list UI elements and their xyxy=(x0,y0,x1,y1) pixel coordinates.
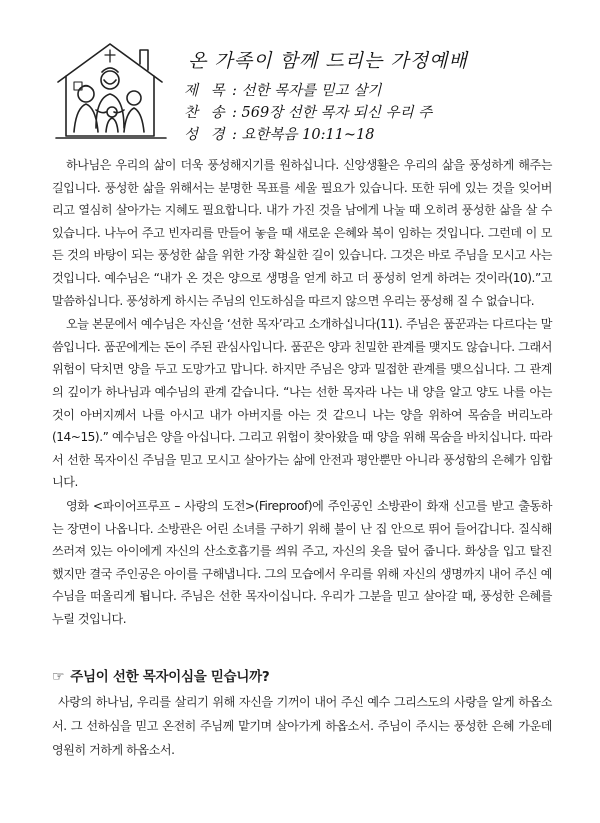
pointing-hand-icon: ☞ xyxy=(52,669,65,685)
meta-row-hymn xyxy=(184,102,432,124)
meta-label-scripture: 성 경 xyxy=(184,127,229,143)
meta-value-hymn: : 569장 선한 목자 되신 우리 주 xyxy=(232,105,433,121)
family-house-illustration xyxy=(52,36,170,144)
sermon-body xyxy=(52,154,552,630)
meta-label-theme: 제 목 xyxy=(184,83,229,99)
reflection-question xyxy=(52,665,269,685)
paragraph-3: 영화 <파이어프루프 – 사랑의 도전>(Fireproof)에 주인공인 소방관이 화재 신고를 받고 출동하는 장면이 나옵니다. 소방관은 어린 소녀를 구하기 위해 불이 난 집 안으로 뛰어 들어갑니다. 질식해 쓰러져 있는 아이에게 자신의 산소호흡기를 씌워 주고, 자신의 옷을 덮어 줍니다. 화상을 입고 탈진했지만 결국 주인공은 아이를 구해냅니다. 그의 모습에서 우리를 위해 자신의 생명까지 내어 주신 예수님을 떠올리게 됩니다. 주님은 선한 목자이십니다. 우리가 그분을 믿고 살아갈 때, 풍성한 은혜를 누릴 것입니다. xyxy=(52,498,552,626)
paragraph-1: 하나님은 우리의 삶이 더욱 풍성해지기를 원하십니다. 신앙생활은 우리의 삶을 풍성하게 해주는 길입니다. 풍성한 삶을 위해서는 분명한 목표를 세울 필요가 있습니다. 또한 뒤에 있는 것을 잊어버리고 열심히 살아가는 지혜도 필요합니다. 내가 가진 것을 남에게 나눌 때 오히려 풍성한 삶을 살 수 있습니다. 나누어 주고 빈자리를 만들어 놓을 때 새로운 은혜와 복이 임하는 것입니다. 그런데 이 모든 것의 바탕이 되는 풍성한 삶을 위한 가장 확실한 길이 있습니다. 그것은 바로 주님을 모시고 사는 것입니다. 예수님은 “내가 온 것은 양으로 생명을 얻게 하고 더 풍성히 얻게 하려는 것이라(10).”고 말씀하십니다. 풍성하게 하시는 주님의 인도하심을 따르지 않으면 우리는 풍성해 질 수 없습니다. xyxy=(52,158,552,308)
meta-row-scripture xyxy=(184,124,432,146)
service-info xyxy=(184,80,432,146)
meta-value-theme: : 선한 목자를 믿고 살기 xyxy=(232,83,382,99)
meta-value-scripture: : 요한복음 10:11~18 xyxy=(232,127,375,143)
meta-row-theme xyxy=(184,80,432,102)
paragraph-2: 오늘 본문에서 예수님은 자신을 ‘선한 목자’라고 소개하십니다(11). 주님은 품꾼과는 다르다는 말씀입니다. 품꾼에게는 돈이 주된 관심사입니다. 품꾼은 양과 친밀한 관계를 맺지도 않습니다. 그래서 위험이 닥치면 양을 두고 도망가고 맙니다. 하지만 주님은 양과 밀접한 관계를 맺으십니다. 그 관계의 깊이가 하나님과 예수님의 관계 같습니다. “나는 선한 목자라 나는 내 양을 알고 양도 나를 아는 것이 아버지께서 나를 아시고 내가 아버지를 아는 것 같으니 나는 양을 위하여 목숨을 버리노라(14~15).” 예수님은 양을 아십니다. 그리고 위험이 찾아왔을 때 양을 위해 목숨을 바치십니다. 따라서 선한 목자이신 주님을 믿고 모시고 살아가는 삶에 안전과 평안뿐만 아니라 풍성함의 은혜가 임합니다. xyxy=(52,317,552,490)
closing-prayer: 사랑의 하나님, 우리를 살리기 위해 자신을 기꺼이 내어 주신 예수 그리스도의 사랑을 알게 하옵소서. 그 선하심을 믿고 온전히 주님께 맡기며 살아가게 하옵소서. 주님이 주시는 풍성한 은혜 가운데 영원히 거하게 하옵소서. xyxy=(52,695,552,757)
meta-label-hymn: 찬 송 xyxy=(184,105,229,121)
page-title: 온 가족이 함께 드리는 가정예배 xyxy=(188,50,468,72)
question-text: 주님이 선한 목자이심을 믿습니까? xyxy=(70,669,270,685)
